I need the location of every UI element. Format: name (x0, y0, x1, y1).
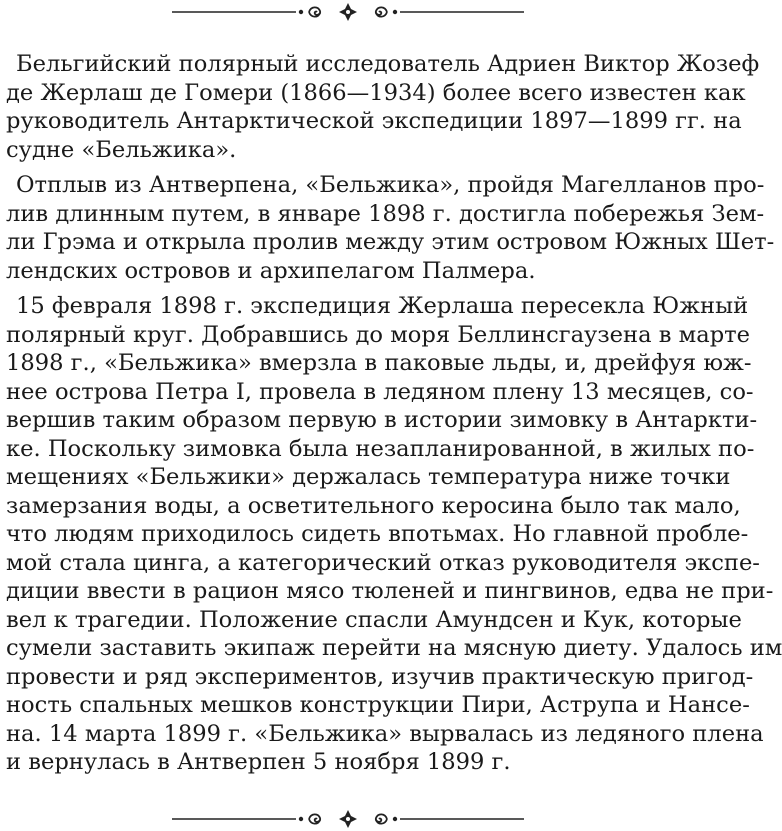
paragraph-3 (6, 292, 782, 777)
text-line: де Жерлаш де Гомери (1866—1934) более всего известен как (6, 79, 746, 106)
text-line: на. 14 марта 1899 г. «Бельжика» вырвалась из ледяного плена (6, 720, 764, 747)
text-line: и вернулась в Антверпен 5 ноября 1899 г. (6, 749, 511, 775)
bottom-ornament (0, 807, 696, 831)
text-line: мещениях «Бельжики» держалась температура ниже точки (6, 464, 731, 490)
ornament-divider-icon (0, 0, 696, 24)
text-line: замерзания воды, а осветительного керосина было так мало, (6, 492, 741, 519)
text-line: лендских островов и архипелагом Палмера. (6, 257, 536, 284)
text-line: Отплыв из Антверпена, «Бельжика», пройдя Магелланов про- (16, 172, 765, 198)
article-body (6, 50, 782, 777)
text-line: 1898 г., «Бельжика» вмерзла в паковые льды, и, дрейфуя юж- (6, 350, 752, 376)
paragraph-1 (6, 50, 760, 164)
text-line: Бельгийский полярный исследователь Адриен Виктор Жозеф (16, 51, 760, 77)
text-line: вершив таким образом первую в истории зимовку в Антаркти- (6, 407, 758, 433)
text-line: вел к трагедии. Положение спасли Амундсен и Кук, которые (6, 606, 742, 633)
text-line: нее острова Петра I, провела в ледяном плену 13 месяцев, со- (6, 378, 754, 405)
top-ornament (0, 0, 696, 24)
text-line: мой стала цинга, а категорический отказ руководителя экспе- (6, 549, 760, 576)
paragraph-2 (6, 171, 775, 285)
text-line: сумели заставить экипаж перейти на мясную диету. Удалось им (6, 635, 782, 661)
text-line: полярный круг. Добравшись до моря Беллинсгаузена в марте (6, 321, 751, 348)
text-line: руководитель Антарктической экспедиции 1897—1899 гг. на (6, 108, 742, 134)
text-line: что людям приходилось сидеть впотьмах. Но главной пробле- (6, 521, 749, 547)
ornament-divider-icon (0, 807, 696, 831)
text-line: ность спальных мешков конструкции Пири, Аструпа и Нансе- (6, 692, 750, 718)
text-line: 15 февраля 1898 г. экспедиция Жерлаша пересекла Южный (16, 293, 749, 319)
text-line: провести и ряд экспериментов, изучив практическую пригод- (6, 663, 754, 690)
text-line: лив длинным путем, в январе 1898 г. достигла побережья Зем- (6, 200, 765, 227)
text-line: ке. Поскольку зимовка была незапланированной, в жилых по- (6, 435, 755, 462)
text-line: ли Грэма и открыла пролив между этим островом Южных Шет- (6, 229, 775, 255)
text-line: судне «Бельжика». (6, 136, 237, 163)
text-line: диции ввести в рацион мясо тюленей и пингвинов, едва не при- (6, 578, 774, 604)
